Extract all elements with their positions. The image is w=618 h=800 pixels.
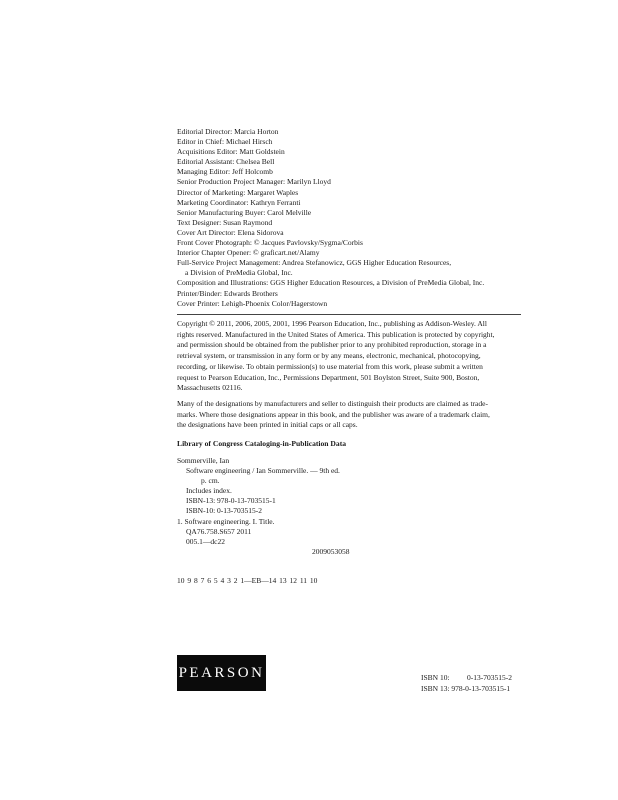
- credit-line: a Division of PreMedia Global, Inc.: [185, 268, 293, 278]
- credit-line: Senior Production Project Manager: Marilyn Lloyd: [177, 177, 331, 187]
- credit-line: Managing Editor: Jeff Holcomb: [177, 167, 273, 177]
- credit-line: Senior Manufacturing Buyer: Carol Melville: [177, 207, 312, 217]
- cip-subjects: 1. Software engineering. I. Title.: [177, 516, 275, 526]
- credit-line: Text Designer: Susan Raymond: [177, 217, 273, 227]
- credit-line: Cover Printer: Lehigh-Phoenix Color/Hagerstown: [177, 298, 328, 308]
- trademark-line: marks. Where those designations appear in this book, and the publisher was aware of a trademark claim,: [177, 409, 490, 419]
- copyright-notice: [177, 319, 521, 394]
- cip-pages: p. cm.: [201, 476, 220, 486]
- cip-lc-class: QA76.758.S657 2011: [186, 526, 252, 536]
- credit-line: Cover Art Director: Elena Sidorova: [177, 227, 284, 237]
- cip-data-block: [177, 456, 397, 557]
- cip-author: Sommerville, Ian: [177, 456, 230, 465]
- isbn13-row: [421, 683, 512, 694]
- cip-lccn: 2009053058: [312, 546, 350, 556]
- copyright-line: rights reserved. Manufactured in the United States of America. This publication is protected by copyright,: [177, 329, 495, 339]
- print-line: 10 9 8 7 6 5 4 3 2 1—EB—14 13 12 11 10: [177, 576, 318, 585]
- isbn10-value: 0-13-703515-2: [467, 673, 512, 682]
- credit-line: Composition and Illustrations: GGS Higher Education Resources, a Division of PreMedia Global, Inc.: [177, 278, 485, 288]
- credit-line: Full-Service Project Management: Andrea Stefanowicz, GGS Higher Education Resources,: [177, 258, 452, 268]
- loc-heading: Library of Congress Cataloging-in-Publication Data: [177, 439, 347, 448]
- credit-line: Front Cover Photograph: © Jacques Pavlovsky/Sygma/Corbis: [177, 238, 363, 248]
- pearson-logo: [177, 655, 266, 691]
- isbn-block: [421, 672, 512, 694]
- cip-isbn10: ISBN-10: 0-13-703515-2: [186, 506, 263, 516]
- trademark-line: the designations have been printed in initial caps or all caps.: [177, 420, 358, 430]
- logo-text: PEARSON: [178, 664, 265, 681]
- isbn13-label: ISBN 13:: [421, 684, 450, 693]
- credit-line: Editorial Assistant: Chelsea Bell: [177, 157, 275, 167]
- cip-index: Includes index.: [186, 486, 232, 496]
- credit-line: Editorial Director: Marcia Horton: [177, 127, 279, 136]
- cip-dewey: 005.1—dc22: [186, 536, 225, 546]
- credit-line: Printer/Binder: Edwards Brothers: [177, 288, 278, 298]
- copyright-line: Massachusetts 02116.: [177, 383, 243, 393]
- trademark-line: Many of the designations by manufacturers and seller to distinguish their products are claimed as trade-: [177, 399, 488, 408]
- cip-title: Software engineering / Ian Sommerville. — 9th ed.: [186, 466, 340, 476]
- isbn10-row: [421, 672, 512, 683]
- credit-line: Director of Marketing: Margaret Waples: [177, 187, 299, 197]
- isbn13-value: 978-0-13-703515-1: [451, 684, 511, 693]
- credits-list: [177, 127, 517, 309]
- copyright-line: Copyright © 2011, 2006, 2005, 2001, 1996 Pearson Education, Inc., publishing as Addison-Wesley. All: [177, 319, 487, 328]
- section-divider: [177, 314, 521, 315]
- credit-line: Marketing Coordinator: Kathryn Ferranti: [177, 197, 301, 207]
- trademark-notice: [177, 399, 521, 431]
- isbn10-label: ISBN 10:: [421, 673, 450, 682]
- credit-line: Interior Chapter Opener: © graficart.net/Alamy: [177, 248, 320, 258]
- copyright-line: and permission should be obtained from the publisher prior to any prohibited reproduction, storage in a: [177, 340, 487, 350]
- cip-isbn13: ISBN-13: 978-0-13-703515-1: [186, 496, 276, 506]
- credit-line: Acquisitions Editor: Matt Goldstein: [177, 147, 285, 157]
- copyright-line: recording, or likewise. To obtain permission(s) to use material from this work, please submit a written: [177, 361, 483, 371]
- copyright-line: request to Pearson Education, Inc., Permissions Department, 501 Boylston Street, Suite 900, Boston,: [177, 372, 480, 382]
- copyright-line: retrieval system, or transmission in any form or by any means, electronic, mechanical, photocopying,: [177, 351, 481, 361]
- credit-line: Editor in Chief: Michael Hirsch: [177, 137, 273, 147]
